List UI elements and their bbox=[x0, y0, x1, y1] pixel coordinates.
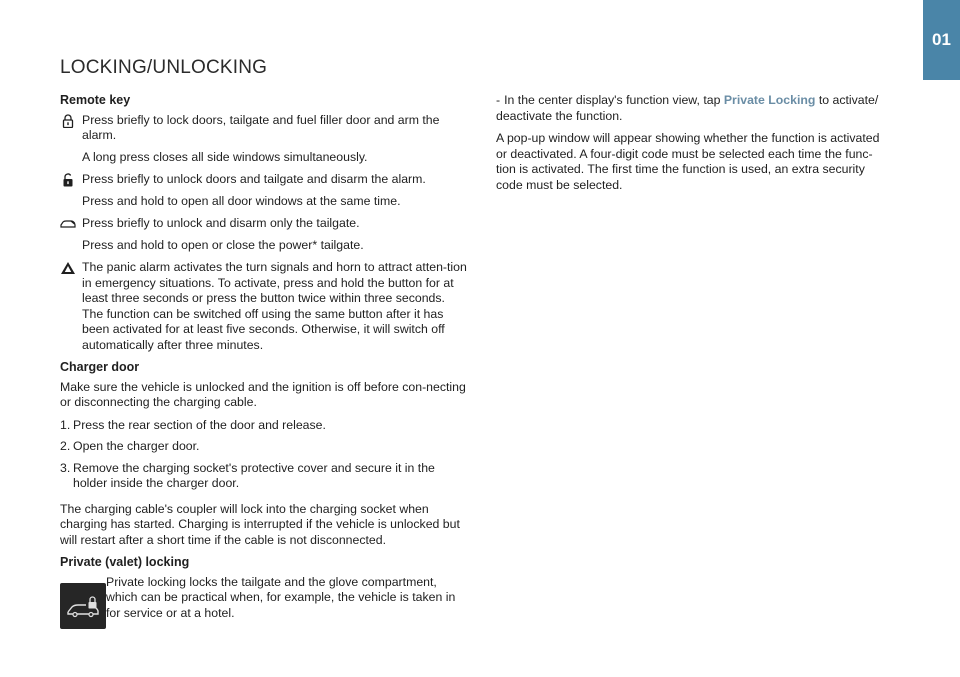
step-dash: - bbox=[496, 93, 501, 107]
remote-key-tailgate-text-2: Press and hold to open or close the power* tailgate. bbox=[82, 237, 364, 252]
charger-step bbox=[60, 418, 468, 434]
lock-icon bbox=[60, 114, 76, 128]
private-locking-heading: Private (valet) locking bbox=[60, 555, 190, 569]
remote-key-lock-text-1: Press briefly to lock doors, tailgate and fuel filler door and arm the alarm. bbox=[82, 112, 440, 142]
remote-key-tailgate-text-1: Press briefly to unlock and disarm only the tailgate. bbox=[82, 216, 360, 230]
page-title: LOCKING/UNLOCKING bbox=[60, 57, 268, 78]
step-number: 2. bbox=[60, 439, 71, 453]
popup-description: A pop-up window will appear showing whether the function is activated or deactivated. A four-digit code must be selected each time the func-tion is activated. The first time the function is used, an extra security code must be selected. bbox=[496, 131, 880, 192]
tailgate-icon bbox=[60, 217, 76, 231]
step-text: Remove the charging socket's protective cover and secure it in the holder inside the charger door. bbox=[73, 460, 435, 490]
remote-key-lock-text-2: A long press closes all side windows simultaneously. bbox=[82, 149, 368, 164]
remote-key-unlock-text-1: Press briefly to unlock doors and tailgate and disarm the alarm. bbox=[82, 172, 426, 186]
remote-key-lock-item bbox=[60, 113, 468, 166]
step-text: Press the rear section of the door and release. bbox=[73, 417, 326, 432]
step-number: 3. bbox=[60, 460, 71, 475]
remote-key-heading: Remote key bbox=[60, 93, 131, 107]
remote-key-panic-item bbox=[60, 260, 468, 353]
charger-step bbox=[60, 439, 468, 455]
right-column bbox=[496, 93, 881, 200]
private-locking-icon bbox=[60, 583, 106, 629]
step-number: 1. bbox=[60, 417, 71, 432]
charger-door-intro: Make sure the vehicle is unlocked and the ignition is off before con-necting or disconnecting the charging cable. bbox=[60, 379, 466, 409]
remote-key-unlock-text-2: Press and hold to open all door windows at the same time. bbox=[82, 193, 401, 208]
step-text: Open the charger door. bbox=[73, 439, 200, 453]
charger-door-steps bbox=[60, 418, 468, 492]
charger-door-heading: Charger door bbox=[60, 360, 140, 374]
private-locking-menu-option: Private Locking bbox=[723, 93, 816, 107]
left-column bbox=[60, 93, 468, 629]
private-locking-text: Private locking locks the tailgate and the glove compartment, which can be practical when, for example, the vehicle is taken in for service or at a hotel. bbox=[106, 574, 456, 620]
unlock-icon bbox=[60, 173, 76, 187]
remote-key-unlock-item bbox=[60, 172, 468, 209]
step-after: to activate/ deactivate the function. bbox=[496, 93, 879, 123]
panic-alarm-icon bbox=[60, 261, 76, 275]
charger-door-note: The charging cable's coupler will lock into the charging socket when charging has started. Charging is interrupted if the vehicle is unlocked but will restart after a short time if the cable is not disconnected. bbox=[60, 501, 460, 547]
step-before: In the center display's function view, tap bbox=[504, 93, 721, 107]
private-locking-row bbox=[60, 575, 468, 629]
chapter-tab: 01 bbox=[923, 0, 960, 80]
private-locking-step bbox=[496, 93, 881, 124]
charger-step bbox=[60, 461, 468, 492]
remote-key-panic-text: The panic alarm activates the turn signals and horn to attract atten-tion in emergency situations. To activate, press and hold the button for at least three seconds or press the button twice within three seconds. The function can be switched off using the same button after it has been activated for at least five seconds. Otherwise, it will switch off automatically after three minutes. bbox=[82, 260, 467, 352]
remote-key-tailgate-item bbox=[60, 216, 468, 253]
